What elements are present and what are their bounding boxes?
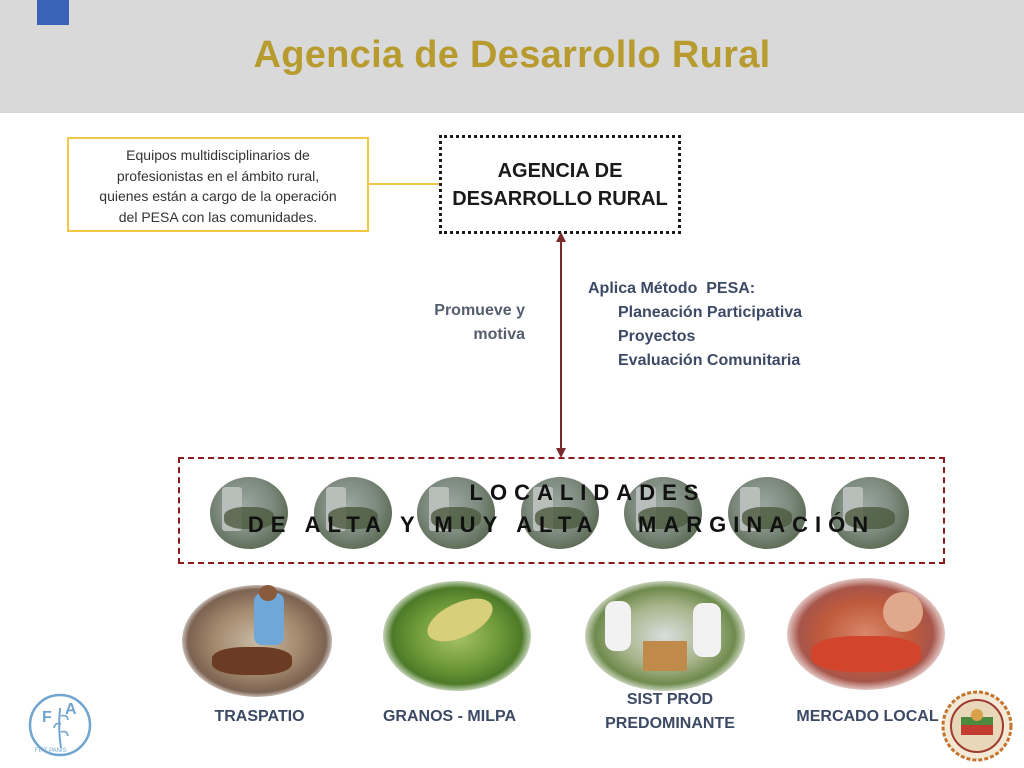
promueve-label — [405, 299, 525, 347]
traspatio-label: TRASPATIO — [214, 708, 305, 725]
granos-photo — [383, 581, 531, 691]
mercado-label: MERCADO LOCAL — [796, 708, 939, 725]
localidades-line1: LOCALIDADES — [469, 480, 706, 505]
granos-label: GRANOS - MILPA — [382, 708, 517, 725]
note-line: del PESA con las comunidades. — [118, 208, 318, 225]
note-line: Equipos multidisciplinarios de — [126, 147, 310, 163]
note-line: profesionistas en el ámbito rural, — [116, 167, 320, 184]
localidades-line2: DE ALTA Y MUY ALTA MARGINACIÓN — [247, 512, 876, 537]
sist-prod-label — [585, 688, 755, 736]
agency-box — [439, 135, 681, 234]
fiat-panis-text: FIAT PANIS — [35, 748, 67, 754]
method-item: Proyectos — [618, 328, 696, 345]
government-seal-icon — [941, 689, 1013, 763]
promueve-line2: motiva — [473, 326, 525, 343]
fao-letter-f: F — [42, 709, 52, 726]
beekeeping-photo — [585, 581, 745, 691]
fao-logo — [25, 690, 95, 760]
description-note — [67, 137, 369, 232]
double-arrow-icon — [550, 230, 572, 460]
market-photo — [787, 578, 945, 690]
method-heading: Aplica Método PESA: — [588, 280, 756, 297]
note-line: quienes están a cargo de la operación — [99, 188, 337, 204]
agency-line1: AGENCIA DE — [497, 159, 623, 182]
promueve-line1: Promueve y — [434, 302, 525, 319]
method-list — [588, 277, 802, 373]
accent-square — [37, 0, 69, 25]
method-item: Evaluación Comunitaria — [618, 352, 801, 369]
sist-prod-line1: SIST PROD — [626, 691, 714, 708]
method-item: Planeación Participativa — [618, 304, 803, 321]
slide-title: Agencia de Desarrollo Rural — [253, 34, 771, 76]
note-connector-line — [369, 183, 439, 185]
agency-line2: DESARROLLO RURAL — [452, 187, 668, 210]
traspatio-photo — [182, 585, 332, 697]
fao-letter-a: A — [65, 701, 77, 718]
sist-prod-line2: PREDOMINANTE — [605, 715, 735, 732]
